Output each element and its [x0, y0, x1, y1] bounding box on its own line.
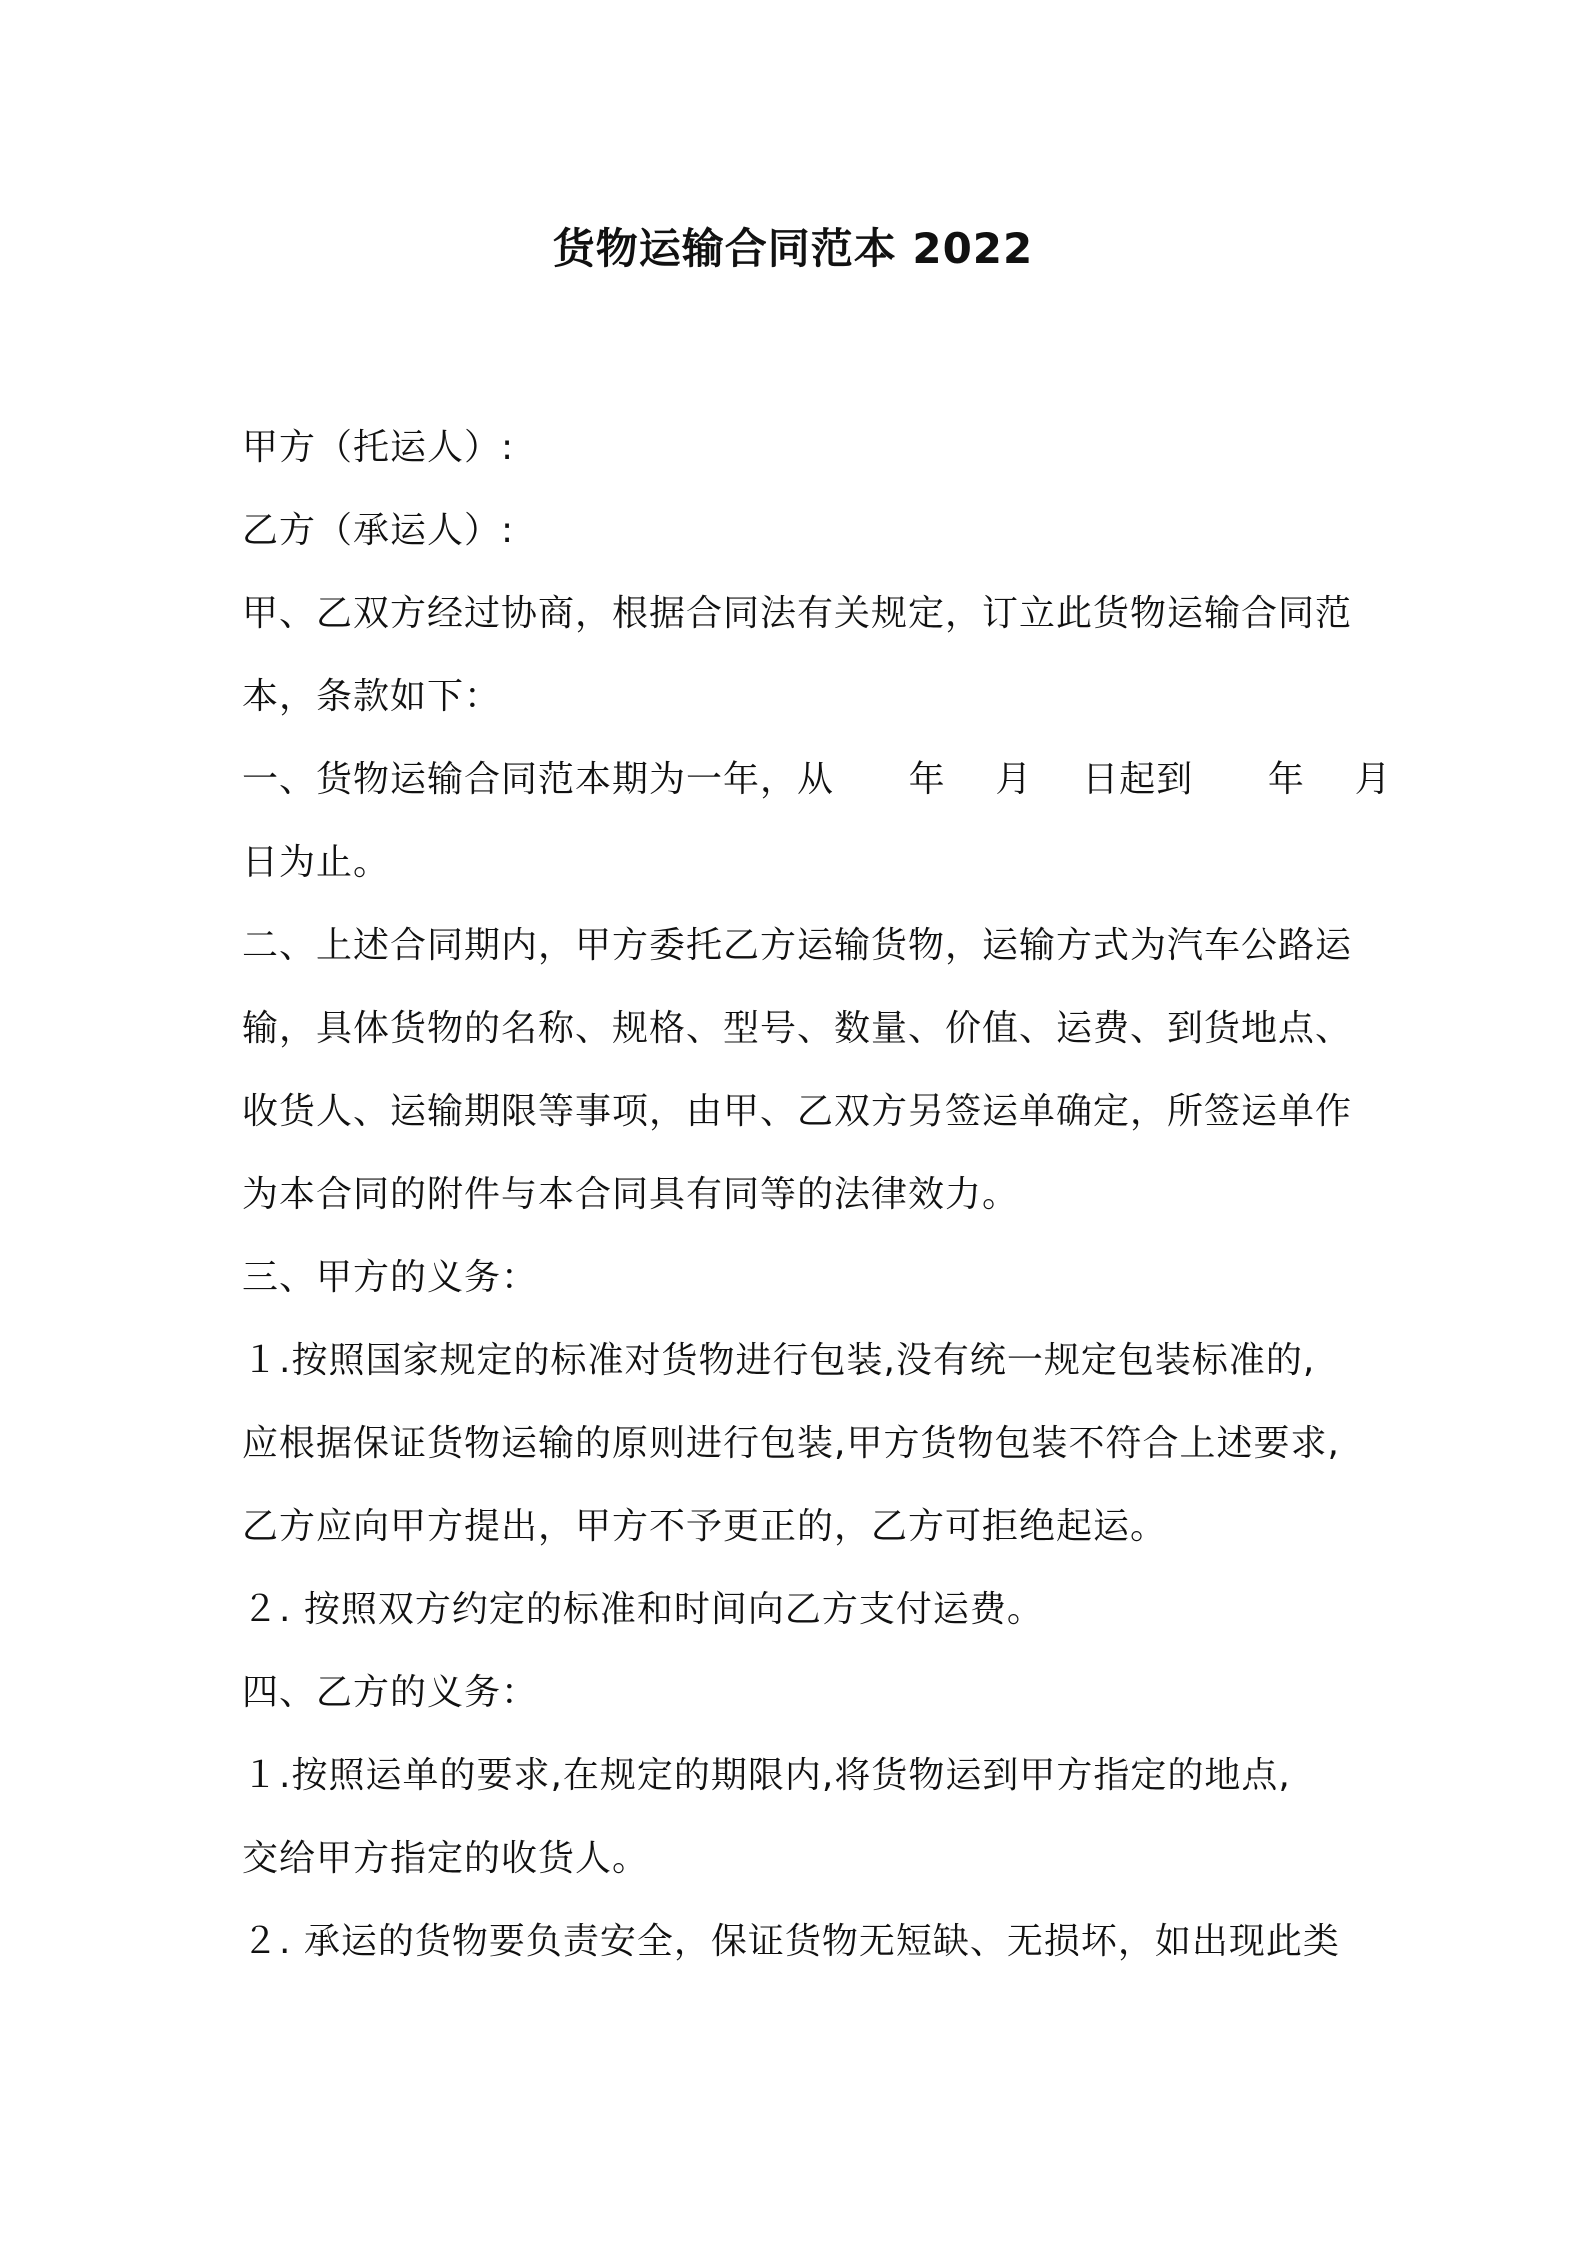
- clause-2-line: 输，具体货物的名称、规格、型号、数量、价值、运费、到货地点、: [242, 1008, 1353, 1049]
- preamble-line: 甲、乙双方经过协商，根据合同法有关规定，订立此货物运输合同范: [242, 593, 1353, 634]
- clause-2-line: 二、上述合同期内，甲方委托乙方运输货物，运输方式为汽车公路运: [242, 925, 1353, 966]
- clause-2-line: 为本合同的附件与本合同具有同等的法律效力。: [242, 1174, 1020, 1215]
- clause-3-item-1-line: 乙方应向甲方提出，甲方不予更正的，乙方可拒绝起运。: [242, 1506, 1168, 1547]
- clause-4-item-1-line: 交给甲方指定的收货人。: [242, 1838, 650, 1879]
- clause-1-line: 一、货物运输合同范本期为一年，从 年 月 日起到 年 月: [242, 759, 1392, 800]
- preamble-line: 本，条款如下：: [242, 676, 502, 717]
- clause-3-item-1-line: １.按照国家规定的标准对货物进行包装,没有统一规定包装标准的,: [242, 1340, 1316, 1381]
- clause-3-item-2-line: ２. 按照双方约定的标准和时间向乙方支付运费。: [242, 1589, 1044, 1630]
- document-title: 货物运输合同范本 2022: [552, 224, 1034, 273]
- clause-1-line: 日为止。: [242, 842, 391, 883]
- party-a-line: 甲方（托运人）:: [242, 427, 515, 468]
- clause-3-heading: 三、甲方的义务：: [242, 1257, 539, 1298]
- party-b-line: 乙方（承运人）:: [242, 510, 515, 551]
- clause-4-item-1-line: １.按照运单的要求,在规定的期限内,将货物运到甲方指定的地点,: [242, 1755, 1291, 1796]
- clause-4-item-2-line: ２. 承运的货物要负责安全，保证货物无短缺、无损坏，如出现此类: [242, 1921, 1340, 1962]
- document-body: [242, 406, 1392, 1983]
- clause-2-line: 收货人、运输期限等事项，由甲、乙双方另签运单确定，所签运单作: [242, 1091, 1353, 1132]
- clause-3-item-1-line: 应根据保证货物运输的原则进行包装,甲方货物包装不符合上述要求,: [242, 1423, 1340, 1464]
- clause-4-heading: 四、乙方的义务：: [242, 1672, 539, 1713]
